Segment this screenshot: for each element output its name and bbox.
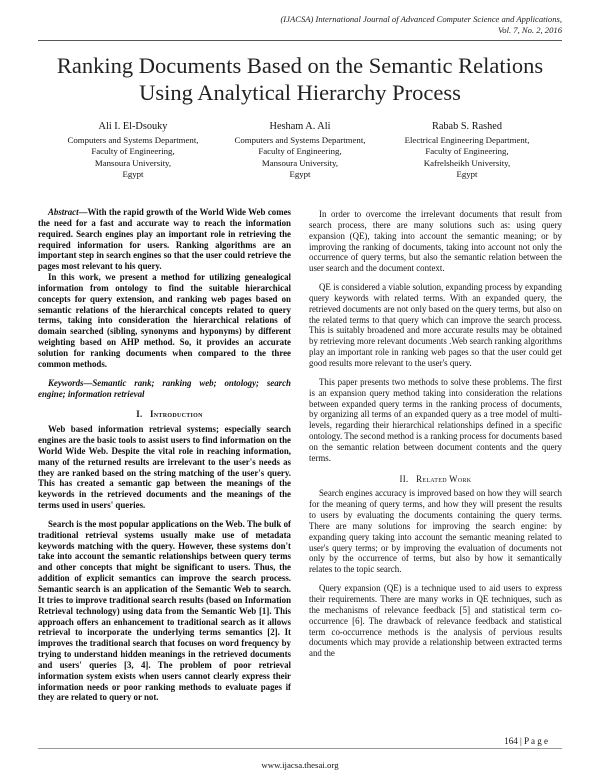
related-paragraph-2: Query expansion (QE) is a technique used to aid users to express their requirements. There are many works in QE techniques, such as the mechanisms of relevance feedback [5] and statistical term co-occurrence [6]. The drawback of relevance feedback and statistical term co-occurrence methods is the analysis of pervious results documents which may provide a relationship between extracted terms and the <box>309 583 562 659</box>
abstract-label: Abstract <box>48 207 79 217</box>
abstract-paragraph-2: In this work, we present a method for utilizing genealogical information from ontology to find the suitable hierarchical concepts for query extension, and ranking web pages based on semantic relations of the hierarchical concepts related to query terms, taking into consideration the hierarchical relations of domain searched (sibling, synonyms and hyponyms) by different weighting based on AHP method. So, it provides an accurate solution for ranking documents when compared to the three common methods. <box>38 272 291 369</box>
keywords-text: Semantic rank; ranking web; ontology; search engine; information retrieval <box>38 377 291 399</box>
author-name: Ali I. El-Dsouky <box>98 121 168 132</box>
intro-paragraph-2: Search is the most popular applications on the Web. The bulk of traditional retrieval systems usually make use of metadata keywords matching with the query. However, these systems don't take into account the semantic relationships between query terms and other concepts that might be significant to users. Thus, the addition of explicit semantics can improve the search process. Semantic search is an application of the Semantic Web to search. It tries to improve traditional search results (based on Information Retrieval technology) using data from the Semantic Web [1]. This approach offers an enhancement to traditional search as it allows retrieval to incorporate the underlying terms semantics [2]. It improves the traditional search that focuses on word frequency by trying to understand hidden meanings in the retrieved documents and users' queries [3, 4]. The problem of poor retrieval information system exists when users cannot clearly express their information needs or poor ranking methods to evaluate pages if they are related to query or not. <box>38 518 291 703</box>
journal-website: www.ijacsa.thesai.org <box>261 760 339 770</box>
author-block-1 <box>38 121 228 180</box>
left-column <box>38 207 291 703</box>
section-heading-introduction: I. Introduction <box>136 409 203 420</box>
footer-divider <box>38 748 562 749</box>
section-heading-related-work: II. Related Work <box>399 473 472 484</box>
author-university: Mansoura University, <box>94 157 172 168</box>
author-university: Mansoura University, <box>261 157 339 168</box>
body-paragraph-2: QE is considered a viable solution, expanding process by expanding query keywords with related terms. With an expanded query, the retrieved documents are not only based on the query terms, but also on the related terms to that query which can improve the search process. This is suitably broadened and more accurate results may be obtained by retrieving more relevant documents .Web search ranking algorithms play an important role in ranking web pages so that the user could get good results more relevant to the user's query. <box>309 282 562 368</box>
related-paragraph-1: Search engines accuracy is improved based on how they will search for the meaning of query terms, and how they will present the results to users by evaluating the documents containing the query terms. There are many solutions for improving the search engine: by expanding query taking into account the semantic meaning related to user's query terms; or by improving the evaluation of documents not only by the occurrence of terms, but also by how it semantically relates to the topic search. <box>309 488 562 575</box>
author-name: Rabab S. Rashed <box>431 121 503 132</box>
author-affiliation: Computers and Systems Department, <box>67 135 199 146</box>
author-university: Kafrelsheikh University, <box>423 157 511 168</box>
author-faculty: Faculty of Engineering, <box>91 146 175 157</box>
author-country: Egypt <box>289 168 311 179</box>
author-block-2 <box>205 121 395 180</box>
header-divider <box>38 40 562 41</box>
journal-volume: Vol. 7, No. 2, 2016 <box>498 24 562 35</box>
journal-name: (IJACSA) International Journal of Advanced Computer Science and Applications, <box>280 14 562 24</box>
body-paragraph-1: In order to overcome the irrelevant documents that result from search process, there are many solutions such as: using query expansion (QE), taking into account the semantic meaning; or by improving the ranking of documents, taking into account not only the occurrence of query terms, but also the semantic relation between the user search and the document context. <box>309 209 562 274</box>
keywords-label: Keywords— <box>48 377 93 388</box>
abstract-text-1: —With the rapid growth of the World Wide Web comes the need for a fast and accurate way to reach the information required. Search engines play an important role in retrieving the required information for users. Ranking algorithms are an important step in search engines so that the user could retrieve the pages most relevant to his query. <box>38 207 291 272</box>
abstract-paragraph-1 <box>38 207 291 272</box>
author-faculty: Faculty of Engineering, <box>425 146 509 157</box>
author-affiliation: Electrical Engineering Department, <box>404 135 530 146</box>
author-name: Hesham A. Ali <box>269 121 331 132</box>
paper-title <box>20 52 580 106</box>
author-country: Egypt <box>456 168 478 179</box>
author-country: Egypt <box>122 168 144 179</box>
body-paragraph-3: This paper presents two methods to solve these problems. The first is an expansion query method taking into consideration the relations between expanded query terms in the ranking process of documents, by organizing all terms of an expanded query as a tree model of multi-levels, regarding their hierarchical relationships defined in a specific ontology. The second method is a ranking process for documents based on the semantic relation between document contents and the query terms. <box>309 376 562 463</box>
author-affiliation: Computers and Systems Department, <box>234 135 366 146</box>
title-line-1: Ranking Documents Based on the Semantic Relations <box>56 53 544 78</box>
intro-paragraph-1: Web based information retrieval systems; especially search engines are the basic tools to assist users to find information on the World Wide Web. Despite the vital role in reaching information, many of the returned results are irrelevant to the user's needs as they are ranked based on the string matching of the user's query. This has created a semantic gap between the meanings of the keywords in the retrieved documents and the meanings of the terms used in users' queries. <box>38 424 291 511</box>
author-faculty: Faculty of Engineering, <box>258 146 342 157</box>
right-column <box>309 207 562 659</box>
title-line-2: Using Analytical Hierarchy Process <box>139 80 461 105</box>
keywords <box>38 378 291 400</box>
journal-header <box>142 14 562 35</box>
author-block-3 <box>372 121 562 180</box>
page-number: 164 | P a g e <box>504 736 548 746</box>
